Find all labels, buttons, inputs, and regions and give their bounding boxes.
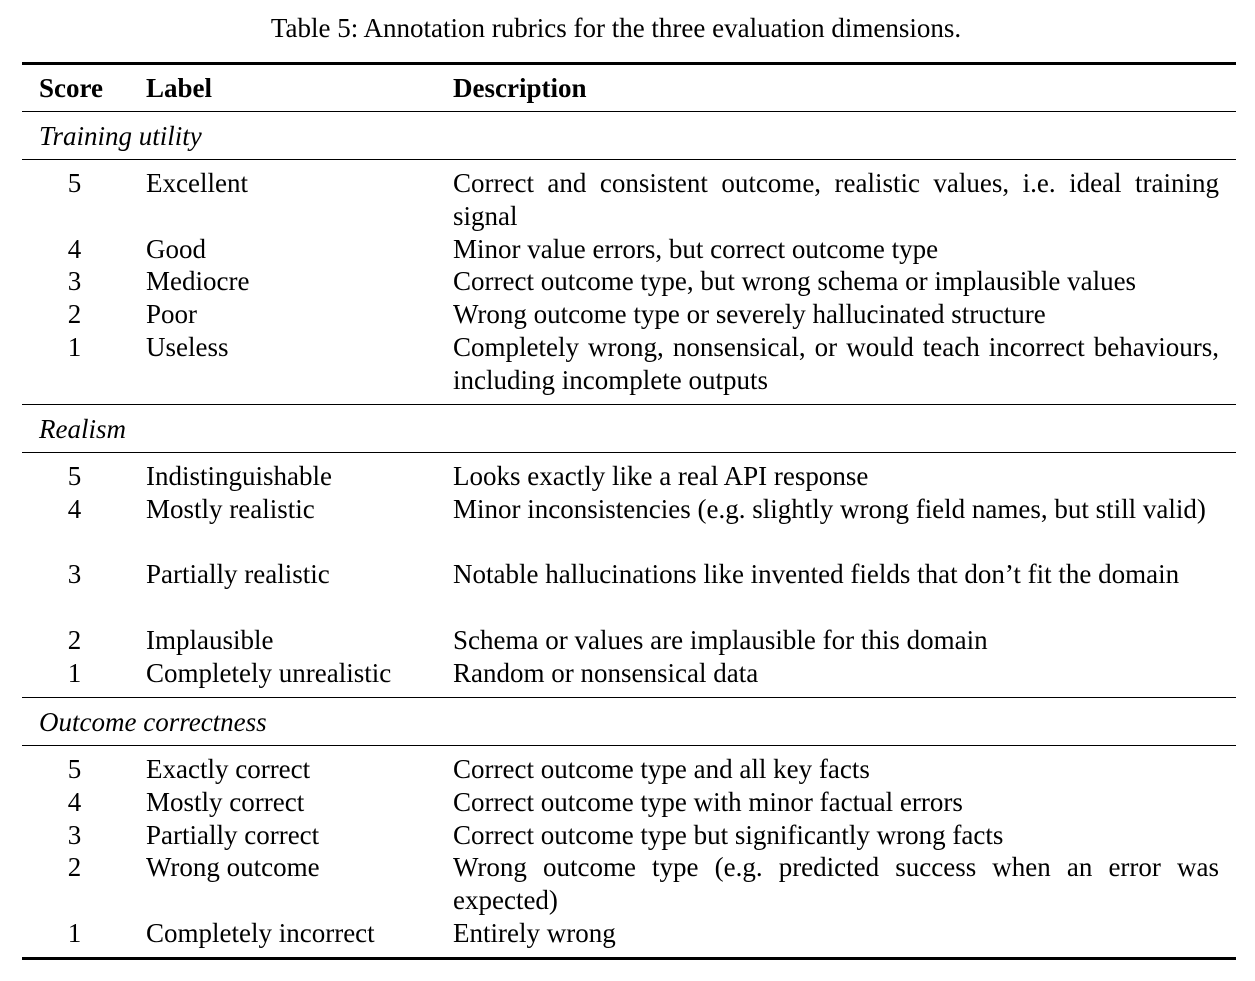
- section-rule: [22, 452, 1236, 453]
- label-cell: Good: [146, 234, 206, 264]
- description-cell: Minor inconsistencies (e.g. slightly wrong field names, but still valid): [453, 494, 1206, 524]
- label-cell: Poor: [146, 299, 198, 329]
- header-rule: [22, 111, 1236, 112]
- label-cell: Mostly realistic: [146, 494, 315, 524]
- description-cell: Looks exactly like a real API response: [453, 461, 869, 491]
- description-cell: Entirely wrong: [453, 918, 616, 948]
- description-cell: Correct outcome type with minor factual errors: [453, 787, 963, 817]
- score-cell: 3: [67, 559, 82, 589]
- label-cell: Exactly correct: [146, 754, 311, 784]
- label-cell: Wrong outcome: [146, 852, 320, 882]
- table-caption: Table 5: Annotation rubrics for the three evaluation dimensions.: [270, 13, 962, 43]
- label-cell: Mostly correct: [146, 787, 305, 817]
- label-cell: Implausible: [146, 625, 274, 655]
- description-cell: Minor value errors, but correct outcome type: [453, 234, 939, 264]
- top-rule: [22, 62, 1236, 65]
- header-description: Description: [453, 73, 587, 103]
- description-cell: Notable hallucinations like invented fields that don’t fit the domain: [453, 559, 1180, 589]
- section-title-training-utility: Training utility: [39, 121, 202, 151]
- section-title-outcome-correctness: Outcome correctness: [39, 707, 267, 737]
- score-cell: 2: [67, 299, 82, 329]
- section-rule: [22, 159, 1236, 160]
- score-cell: 4: [67, 234, 82, 264]
- label-cell: Partially correct: [146, 820, 320, 850]
- label-cell: Mediocre: [146, 266, 250, 296]
- label-cell: Excellent: [146, 168, 248, 198]
- description-cell: Wrong outcome type or severely hallucinated structure: [453, 299, 1046, 329]
- description-cell: Random or nonsensical data: [453, 658, 759, 688]
- score-cell: 1: [67, 332, 82, 362]
- score-cell: 2: [67, 625, 82, 655]
- score-cell: 4: [67, 787, 82, 817]
- header-label: Label: [146, 73, 213, 103]
- score-cell: 2: [67, 852, 82, 882]
- label-cell: Completely incorrect: [146, 918, 375, 948]
- label-cell: Indistinguishable: [146, 461, 332, 491]
- header-score: Score: [39, 73, 103, 103]
- label-cell: Partially realistic: [146, 559, 330, 589]
- description-cell: Correct and consistent outcome, realistic values, i.e. ideal training signal: [453, 168, 1219, 231]
- score-cell: 1: [67, 918, 82, 948]
- score-cell: 3: [67, 820, 82, 850]
- description-cell: Correct outcome type but significantly wrong facts: [453, 820, 1004, 850]
- score-cell: 5: [67, 461, 82, 491]
- label-cell: Useless: [146, 332, 229, 362]
- description-cell: Wrong outcome type (e.g. predicted success when an error was expected): [453, 852, 1219, 915]
- section-title-realism: Realism: [39, 414, 126, 444]
- description-cell: Schema or values are implausible for this domain: [453, 625, 988, 655]
- score-cell: 5: [67, 754, 82, 784]
- section-rule: [22, 697, 1236, 698]
- bottom-rule: [22, 957, 1236, 960]
- description-cell: Completely wrong, nonsensical, or would teach incorrect behaviours, including incomplete outputs: [453, 332, 1219, 395]
- score-cell: 3: [67, 266, 82, 296]
- description-cell: Correct outcome type, but wrong schema or implausible values: [453, 266, 1137, 296]
- table-header: [0, 70, 1255, 106]
- section-rule: [22, 404, 1236, 405]
- score-cell: 4: [67, 494, 82, 524]
- description-cell: Correct outcome type and all key facts: [453, 754, 870, 784]
- section-rule: [22, 745, 1236, 746]
- label-cell: Completely unrealistic: [146, 658, 392, 688]
- score-cell: 1: [67, 658, 82, 688]
- score-cell: 5: [67, 168, 82, 198]
